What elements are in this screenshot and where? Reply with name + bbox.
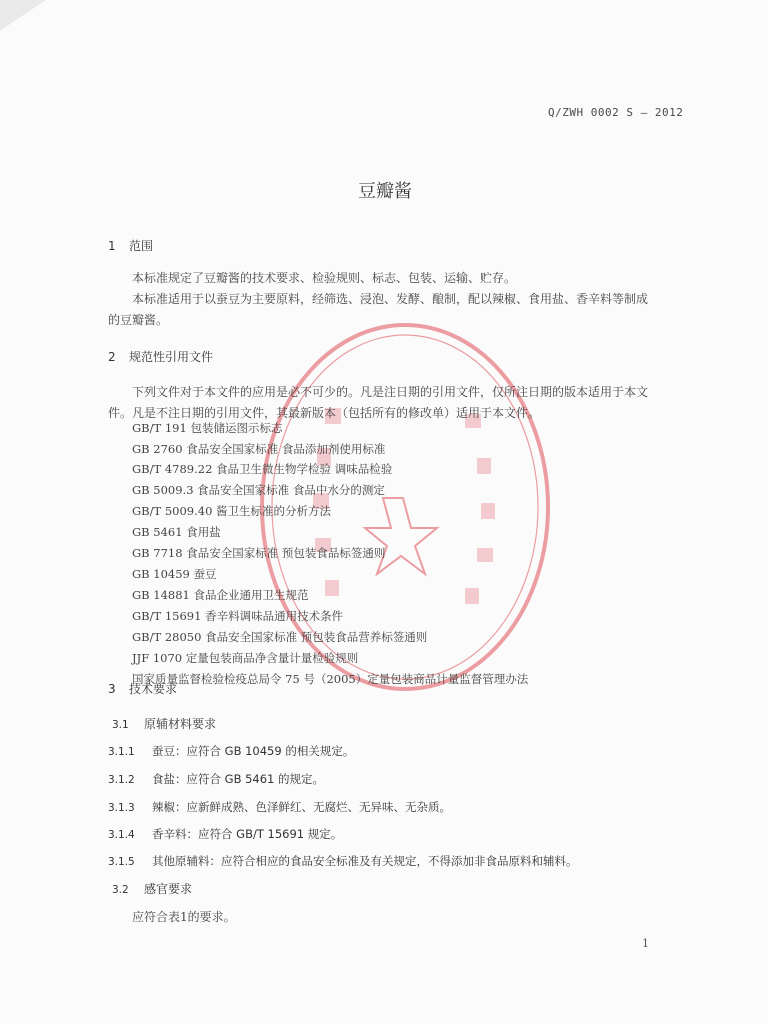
requirement-item — [108, 853, 578, 869]
reference-item: GB 5009.3 食品安全国家标准 食品中水分的测定 — [132, 483, 385, 497]
clause-text: 香辛料：应符合 GB/T 15691 规定。 — [152, 827, 343, 841]
subsection-text: 应符合表1的要求。 — [132, 910, 236, 924]
subsection-number: 3.1 — [112, 719, 129, 731]
section-number: 3 — [108, 682, 116, 696]
section-2-intro — [108, 382, 664, 424]
reference-item: JJF 1070 定量包装商品净含量计量检验规则 — [132, 651, 359, 665]
reference-item: GB/T 15691 香辛料调味品通用技术条件 — [132, 609, 344, 623]
section-1-body — [108, 268, 664, 331]
section-3-heading — [108, 680, 177, 697]
requirement-item — [108, 799, 451, 815]
reference-item: GB 10459 蚕豆 — [132, 567, 217, 581]
section-1-heading — [108, 237, 153, 254]
clause-number: 3.1.4 — [108, 829, 135, 841]
paragraph-continuation: 的豆瓣酱。 — [108, 313, 169, 327]
section-title: 技术要求 — [129, 682, 178, 696]
paragraph: 本标准规定了豆瓣酱的技术要求、检验规则、标志、包装、运输、贮存。 — [132, 271, 517, 285]
requirement-item — [108, 743, 354, 759]
clause-text: 其他原辅料：应符合相应的食品安全标准及有关规定，不得添加非食品原料和辅料。 — [152, 854, 578, 868]
reference-item: 国家质量监督检验检疫总局令 75 号（2005）定量包装商品计量监督管理办法 — [132, 672, 529, 686]
reference-item: GB 5461 食用盐 — [132, 525, 221, 539]
clause-text: 食盐：应符合 GB 5461 的规定。 — [152, 772, 325, 786]
standard-code: Q/ZWH 0002 S — 2012 — [548, 106, 684, 119]
section-title: 规范性引用文件 — [129, 350, 214, 364]
reference-item: GB/T 28050 食品安全国家标准 预包装食品营养标签通则 — [132, 630, 428, 644]
paragraph: 本标准适用于以蚕豆为主要原料，经筛选、浸泡、发酵、酿制，配以辣椒、食用盐、香辛料等制成 — [132, 292, 649, 306]
reference-item: GB/T 5009.40 酱卫生标准的分析方法 — [132, 504, 332, 518]
section-number: 1 — [108, 239, 116, 253]
subsection-title: 原辅材料要求 — [144, 717, 217, 731]
paragraph: 下列文件对于本文件的应用是必不可少的。凡是注日期的引用文件，仅所注日期的版本适用于本文 — [132, 385, 649, 399]
clause-number: 3.1.2 — [108, 774, 135, 786]
subsection-3-2-heading — [112, 880, 192, 897]
requirement-item — [108, 826, 342, 842]
clause-text: 辣椒：应新鲜成熟、色泽鲜红、无腐烂、无异味、无杂质。 — [152, 800, 451, 814]
clause-number: 3.1.5 — [108, 856, 135, 868]
reference-item: GB/T 191 包装储运图示标志 — [132, 421, 283, 435]
requirement-item — [108, 771, 324, 787]
paragraph-continuation: 件。凡是不注日期的引用文件，其最新版本（包括所有的修改单）适用于本文件。 — [108, 406, 541, 420]
section-2-heading — [108, 348, 213, 365]
page-title: 豆瓣酱 — [358, 181, 412, 202]
subsection-number: 3.2 — [112, 884, 129, 896]
clause-number: 3.1.1 — [108, 746, 135, 758]
reference-item: GB/T 4789.22 食品卫生微生物学检验 调味品检验 — [132, 462, 393, 476]
section-number: 2 — [108, 350, 116, 364]
clause-number: 3.1.3 — [108, 802, 135, 814]
reference-item: GB 2760 食品安全国家标准 食品添加剂使用标准 — [132, 442, 386, 456]
page-number: 1 — [642, 937, 649, 950]
reference-item: GB 14881 食品企业通用卫生规范 — [132, 588, 309, 602]
section-title: 范围 — [129, 239, 154, 253]
subsection-title: 感官要求 — [144, 882, 193, 896]
clause-text: 蚕豆：应符合 GB 10459 的相关规定。 — [152, 744, 355, 758]
reference-item: GB 7718 食品安全国家标准 预包装食品标签通则 — [132, 546, 386, 560]
subsection-3-1-heading — [112, 715, 216, 732]
